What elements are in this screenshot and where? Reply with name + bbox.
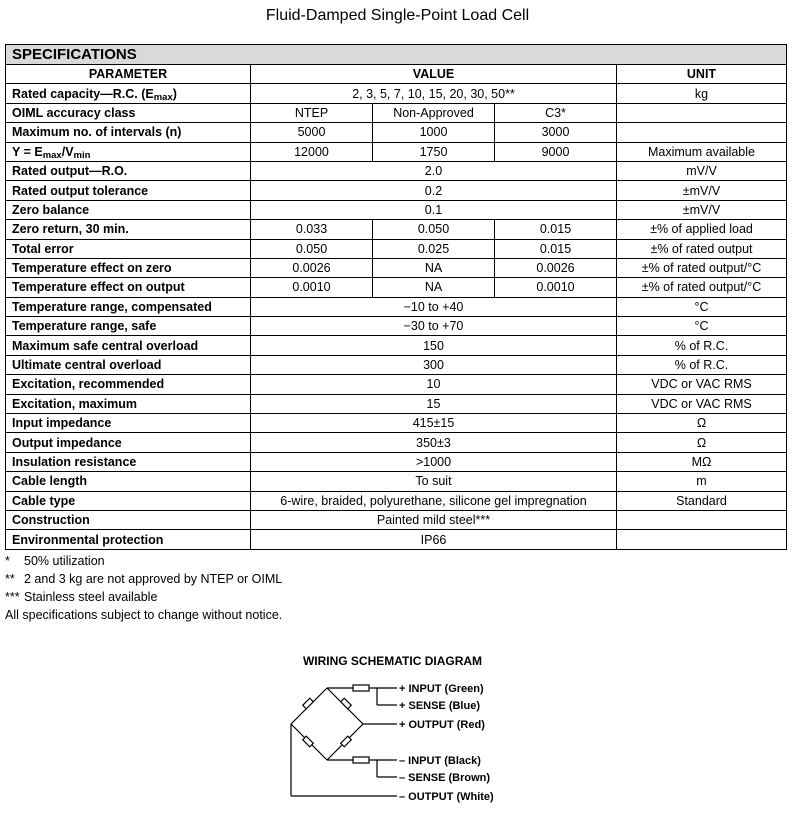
- table-row: [6, 142, 787, 161]
- unit-cell: VDC or VAC RMS: [617, 375, 787, 394]
- value-cell-ntep: 0.0010: [251, 278, 373, 297]
- resistor-icon: [303, 698, 314, 709]
- parameter-cell: Rated output—R.O.: [6, 161, 251, 180]
- table-row: [6, 103, 787, 122]
- header-value: VALUE: [251, 65, 617, 84]
- value-cell-non-approved: 0.050: [373, 220, 495, 239]
- wire-label-sense-positive: + SENSE (Blue): [399, 700, 480, 712]
- unit-cell: kg: [617, 84, 787, 103]
- unit-cell: MΩ: [617, 452, 787, 471]
- value-cell: >1000: [251, 452, 617, 471]
- wire-label-output-positive: + OUTPUT (Red): [399, 719, 485, 731]
- unit-cell: °C: [617, 297, 787, 316]
- parameter-cell: Insulation resistance: [6, 452, 251, 471]
- wire-label-sense-negative: – SENSE (Brown): [399, 772, 491, 784]
- footnote: [5, 588, 282, 606]
- table-row: [6, 84, 787, 103]
- value-cell: To suit: [251, 472, 617, 491]
- unit-cell: [617, 103, 787, 122]
- value-cell-non-approved: NA: [373, 258, 495, 277]
- wire-label-input-positive: + INPUT (Green): [399, 683, 484, 695]
- value-cell-non-approved: 1750: [373, 142, 495, 161]
- table-row: [6, 355, 787, 374]
- value-cell: 6-wire, braided, polyurethane, silicone gel impregnation: [251, 491, 617, 510]
- parameter-cell: Temperature range, safe: [6, 317, 251, 336]
- specifications-table: [5, 44, 787, 550]
- value-cell-ntep: 5000: [251, 123, 373, 142]
- parameter-subscript: max: [42, 149, 62, 161]
- value-cell-c3: 0.0026: [495, 258, 617, 277]
- value-cell: 150: [251, 336, 617, 355]
- value-cell-c3: C3*: [495, 103, 617, 122]
- footnote-text: 50% utilization: [24, 554, 105, 568]
- table-row: [6, 239, 787, 258]
- table-row: [6, 472, 787, 491]
- unit-cell: Standard: [617, 491, 787, 510]
- wiring-diagram-title: WIRING SCHEMATIC DIAGRAM: [302, 654, 483, 668]
- unit-cell: VDC or VAC RMS: [617, 394, 787, 413]
- value-cell-ntep: 0.033: [251, 220, 373, 239]
- unit-cell: ±% of rated output: [617, 239, 787, 258]
- value-cell: −30 to +70: [251, 317, 617, 336]
- value-cell-c3: 0.015: [495, 239, 617, 258]
- unit-cell: mV/V: [617, 161, 787, 180]
- parameter-cell: [6, 142, 251, 161]
- table-row: [6, 530, 787, 549]
- footnote-mark: ***: [5, 590, 20, 604]
- value-cell-c3: 0.0010: [495, 278, 617, 297]
- unit-cell: ±mV/V: [617, 181, 787, 200]
- unit-cell: % of R.C.: [617, 336, 787, 355]
- value-cell-ntep: 12000: [251, 142, 373, 161]
- footnote-mark: *: [5, 554, 10, 568]
- value-cell-ntep: 0.050: [251, 239, 373, 258]
- parameter-text: Y = E: [12, 144, 43, 159]
- unit-cell: [617, 123, 787, 142]
- value-cell-c3: 0.015: [495, 220, 617, 239]
- parameter-text: /V: [61, 144, 74, 159]
- table-row: [6, 491, 787, 510]
- table-row: [6, 181, 787, 200]
- parameter-cell: Temperature range, compensated: [6, 297, 251, 316]
- unit-cell: % of R.C.: [617, 355, 787, 374]
- table-row: [6, 414, 787, 433]
- unit-cell: Ω: [617, 433, 787, 452]
- parameter-cell: Excitation, recommended: [6, 375, 251, 394]
- footnote-mark: **: [5, 572, 15, 586]
- parameter-cell: Zero balance: [6, 200, 251, 219]
- table-row: [6, 278, 787, 297]
- value-cell: 10: [251, 375, 617, 394]
- header-parameter: PARAMETER: [6, 65, 251, 84]
- resistor-icon: [353, 685, 369, 691]
- footnote: [5, 570, 282, 588]
- unit-cell: ±% of applied load: [617, 220, 787, 239]
- parameter-cell: Excitation, maximum: [6, 394, 251, 413]
- table-row: [6, 123, 787, 142]
- table-row: [6, 297, 787, 316]
- table-row: [6, 433, 787, 452]
- parameter-cell: Cable type: [6, 491, 251, 510]
- parameter-cell: Ultimate central overload: [6, 355, 251, 374]
- parameter-cell: Rated output tolerance: [6, 181, 251, 200]
- parameter-cell: Temperature effect on zero: [6, 258, 251, 277]
- page-title: Fluid-Damped Single-Point Load Cell: [265, 7, 530, 24]
- value-cell-non-approved: NA: [373, 278, 495, 297]
- resistor-icon: [341, 698, 352, 709]
- footnotes: [5, 552, 282, 624]
- parameter-cell: Maximum no. of intervals (n): [6, 123, 251, 142]
- value-cell: 0.2: [251, 181, 617, 200]
- footnote-text: Stainless steel available: [24, 590, 158, 604]
- table-row: [6, 258, 787, 277]
- value-cell-ntep: 0.0026: [251, 258, 373, 277]
- footnote-text: 2 and 3 kg are not approved by NTEP or OIML: [24, 572, 283, 586]
- value-cell: 2.0: [251, 161, 617, 180]
- unit-cell: ±% of rated output/°C: [617, 258, 787, 277]
- value-cell: IP66: [251, 530, 617, 549]
- table-row: [6, 161, 787, 180]
- unit-cell: ±% of rated output/°C: [617, 278, 787, 297]
- resistor-icon: [353, 757, 369, 763]
- footnote: [5, 552, 282, 570]
- parameter-text: ): [172, 86, 177, 101]
- table-row: [6, 510, 787, 529]
- value-cell: 2, 3, 5, 7, 10, 15, 20, 30, 50**: [251, 84, 617, 103]
- unit-cell: °C: [617, 317, 787, 336]
- unit-cell: [617, 530, 787, 549]
- value-cell-non-approved: 1000: [373, 123, 495, 142]
- value-cell: −10 to +40: [251, 297, 617, 316]
- value-cell: 300: [251, 355, 617, 374]
- unit-cell: [617, 510, 787, 529]
- unit-cell: Ω: [617, 414, 787, 433]
- parameter-cell: Total error: [6, 239, 251, 258]
- table-row: [6, 200, 787, 219]
- value-cell: 350±3: [251, 433, 617, 452]
- parameter-cell: Maximum safe central overload: [6, 336, 251, 355]
- value-cell: 0.1: [251, 200, 617, 219]
- table-row: [6, 452, 787, 471]
- resistor-icon: [303, 736, 314, 747]
- parameter-cell: [6, 84, 251, 103]
- value-cell: Painted mild steel***: [251, 510, 617, 529]
- value-cell-non-approved: Non-Approved: [373, 103, 495, 122]
- parameter-subscript: max: [153, 91, 173, 103]
- table-row: [6, 220, 787, 239]
- table-row: [6, 375, 787, 394]
- table-row: [6, 394, 787, 413]
- table-header-row: [6, 65, 787, 84]
- unit-cell: m: [617, 472, 787, 491]
- table-title: SPECIFICATIONS: [6, 45, 787, 65]
- value-cell: 415±15: [251, 414, 617, 433]
- parameter-cell: Temperature effect on output: [6, 278, 251, 297]
- value-cell-ntep: NTEP: [251, 103, 373, 122]
- wire-label-input-negative: – INPUT (Black): [399, 755, 481, 767]
- parameter-cell: Zero return, 30 min.: [6, 220, 251, 239]
- table-row: [6, 336, 787, 355]
- parameter-cell: Cable length: [6, 472, 251, 491]
- unit-cell: Maximum available: [617, 142, 787, 161]
- parameter-cell: Output impedance: [6, 433, 251, 452]
- header-unit: UNIT: [617, 65, 787, 84]
- parameter-cell: Environmental protection: [6, 530, 251, 549]
- table-title-row: [6, 45, 787, 65]
- parameter-cell: Construction: [6, 510, 251, 529]
- table-row: [6, 317, 787, 336]
- notice: All specifications subject to change without notice.: [5, 608, 283, 622]
- value-cell-non-approved: 0.025: [373, 239, 495, 258]
- wiring-schematic: [285, 678, 515, 810]
- value-cell-c3: 3000: [495, 123, 617, 142]
- unit-cell: ±mV/V: [617, 200, 787, 219]
- value-cell: 15: [251, 394, 617, 413]
- parameter-cell: OIML accuracy class: [6, 103, 251, 122]
- parameter-cell: Input impedance: [6, 414, 251, 433]
- value-cell-c3: 9000: [495, 142, 617, 161]
- resistor-icon: [341, 736, 352, 747]
- parameter-subscript: min: [73, 149, 91, 161]
- wire-label-output-negative: – OUTPUT (White): [399, 791, 494, 803]
- parameter-text: Rated capacity—R.C. (E: [12, 86, 154, 101]
